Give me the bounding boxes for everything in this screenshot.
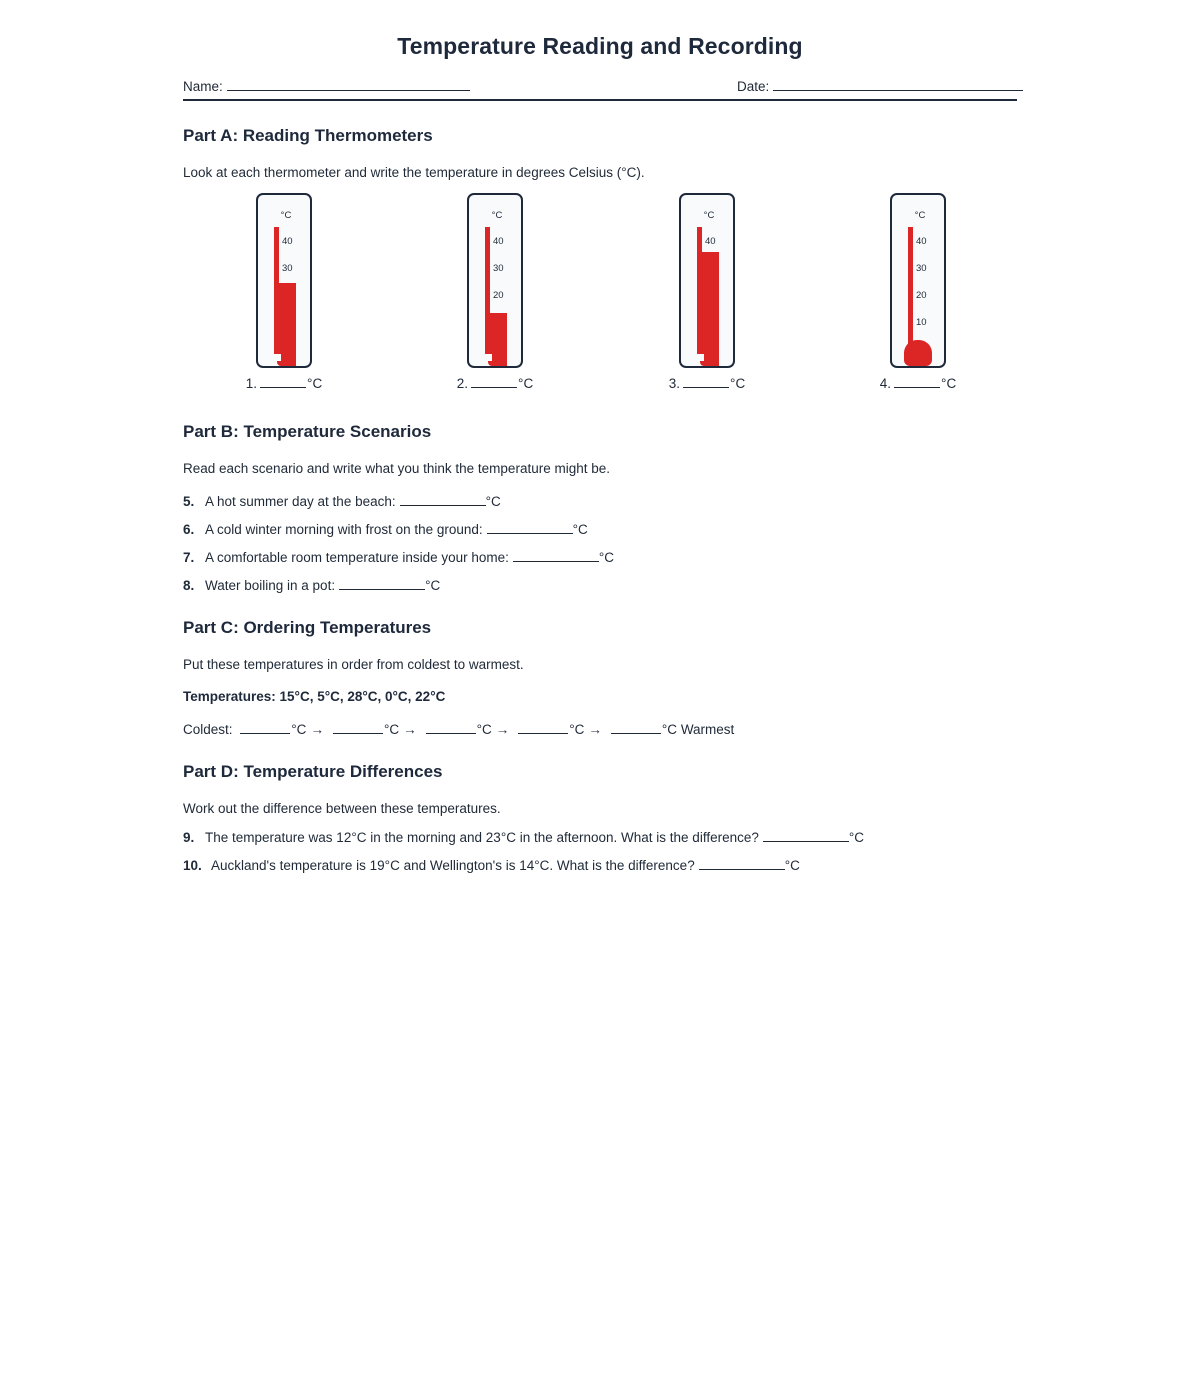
ordering-arrow-1-icon: → <box>310 722 324 737</box>
thermometer-3-answer-line <box>627 375 787 391</box>
part-b-heading: Part B: Temperature Scenarios <box>183 422 432 441</box>
question-7-text: A comfortable room temperature inside your home: <box>205 550 509 565</box>
thermometer-2-scale-label-20: 20 <box>493 290 504 301</box>
ordering-slot-2-input[interactable] <box>333 721 383 734</box>
question-6-unit: °C <box>572 522 588 537</box>
question-5 <box>183 493 501 509</box>
thermometer-1-answer-input[interactable] <box>260 375 306 388</box>
name-date-row <box>183 78 1017 98</box>
thermometer-4-body <box>890 193 946 368</box>
question-6-text: A cold winter morning with frost on the ground: <box>205 522 483 537</box>
part-a-heading: Part A: Reading Thermometers <box>183 126 433 145</box>
page-title: Temperature Reading and Recording <box>397 33 803 59</box>
date-label: Date: <box>737 79 770 94</box>
question-6 <box>183 521 588 537</box>
question-9-unit: °C <box>848 830 865 845</box>
thermometer-4-answer-unit: °C <box>941 376 957 391</box>
thermometer-2-answer-line <box>415 375 575 391</box>
question-10 <box>183 857 800 873</box>
thermometer-2-body <box>467 193 523 368</box>
thermometer-2-scale-label-30: 30 <box>493 263 504 274</box>
thermometer-4-answer-input[interactable] <box>894 375 940 388</box>
question-5-text: A hot summer day at the beach: <box>205 494 396 509</box>
thermometer-2-scale-label-40: 40 <box>493 236 504 247</box>
question-8-number: 8. <box>183 578 195 593</box>
date-input[interactable] <box>773 78 1023 91</box>
ordering-arrow-2-icon: → <box>403 722 417 737</box>
ordering-slot-2-unit: °C <box>383 722 400 737</box>
question-6-number: 6. <box>183 522 195 537</box>
thermometer-2-answer-unit: °C <box>518 376 534 391</box>
coldest-label: Coldest: <box>183 722 237 737</box>
thermometer-4-answer-line <box>838 375 998 391</box>
question-8-text: Water boiling in a pot: <box>205 578 336 593</box>
thermometer-4-stem <box>908 227 913 344</box>
thermometer-4-scale-label-30: 30 <box>916 263 927 274</box>
part-d-intro: Work out the difference between these temperatures. <box>183 801 501 816</box>
thermometer-1-answer-line <box>204 375 364 391</box>
thermometer-3-answer-input[interactable] <box>683 375 729 388</box>
thermometer-2-answer-number: 2. <box>456 376 469 391</box>
part-c-heading: Part C: Ordering Temperatures <box>183 618 432 637</box>
thermometer-2-answer-input[interactable] <box>471 375 517 388</box>
thermometer-4-scale-label-40: 40 <box>916 236 927 247</box>
ordering-slot-5-input[interactable] <box>611 721 661 734</box>
thermometer-4 <box>838 193 998 391</box>
question-9-number: 9. <box>183 830 195 845</box>
thermometer-3 <box>627 193 787 391</box>
thermometer-3-answer-number: 3. <box>668 376 681 391</box>
question-7-unit: °C <box>598 550 615 565</box>
thermometer-1-unit-label: °C <box>280 210 292 221</box>
question-10-text: Auckland's temperature is 19°C and Wellington's is 14°C. What is the difference? <box>211 858 695 873</box>
date-field-group <box>737 78 1023 94</box>
name-field-group <box>183 78 470 94</box>
ordering-slot-4-unit: °C <box>569 722 585 737</box>
question-5-unit: °C <box>485 494 501 509</box>
thermometer-1 <box>204 193 364 391</box>
question-8-unit: °C <box>425 578 441 593</box>
warmest-label: Warmest <box>677 722 735 737</box>
question-6-answer-input[interactable] <box>487 521 573 534</box>
thermometer-4-unit-label: °C <box>914 210 926 221</box>
thermometer-1-body <box>256 193 312 368</box>
ordering-slot-1-unit: °C <box>291 722 307 737</box>
question-8-answer-input[interactable] <box>339 577 425 590</box>
part-c-intro: Put these temperatures in order from coldest to warmest. <box>183 657 524 672</box>
thermometer-1-scale-label-30: 30 <box>282 263 293 274</box>
question-9-answer-input[interactable] <box>763 829 849 842</box>
part-c-temperatures-list: Temperatures: 15°C, 5°C, 28°C, 0°C, 22°C <box>183 689 446 704</box>
question-5-number: 5. <box>183 494 195 509</box>
thermometer-3-mercury-fill <box>697 252 719 366</box>
ordering-slot-1-input[interactable] <box>240 721 290 734</box>
ordering-arrow-4-icon: → <box>588 722 602 737</box>
thermometer-row <box>0 193 1200 403</box>
thermometer-2 <box>415 193 575 391</box>
thermometer-3-unit-label: °C <box>703 210 715 221</box>
ordering-slot-3-unit: °C <box>476 722 492 737</box>
ordering-slot-3-input[interactable] <box>426 721 476 734</box>
part-b-intro: Read each scenario and write what you think the temperature might be. <box>183 461 610 476</box>
question-10-answer-input[interactable] <box>699 857 785 870</box>
question-9 <box>183 829 864 845</box>
thermometer-4-scale-label-20: 20 <box>916 290 927 301</box>
question-7 <box>183 549 614 565</box>
question-8 <box>183 577 440 593</box>
question-7-answer-input[interactable] <box>513 549 599 562</box>
name-label: Name: <box>183 79 223 94</box>
thermometer-3-scale-label-40: 40 <box>705 236 716 247</box>
question-9-text: The temperature was 12°C in the morning and 23°C in the afternoon. What is the difference? <box>205 830 759 845</box>
ordering-slot-5-unit: °C <box>661 722 678 737</box>
part-c-ordering-line <box>183 721 734 737</box>
ordering-arrow-3-icon: → <box>495 722 510 737</box>
thermometer-3-body <box>679 193 735 368</box>
ordering-slot-4-input[interactable] <box>518 721 568 734</box>
thermometer-3-answer-unit: °C <box>730 376 746 391</box>
name-input[interactable] <box>227 78 470 91</box>
question-5-answer-input[interactable] <box>400 493 486 506</box>
question-10-number: 10. <box>183 858 202 873</box>
thermometer-1-scale-label-40: 40 <box>282 236 293 247</box>
thermometer-4-answer-number: 4. <box>879 376 892 391</box>
thermometer-1-answer-number: 1. <box>245 376 258 391</box>
question-7-number: 7. <box>183 550 195 565</box>
question-10-unit: °C <box>784 858 800 873</box>
thermometer-1-answer-unit: °C <box>307 376 323 391</box>
header-divider <box>183 99 1017 101</box>
part-a-intro: Look at each thermometer and write the temperature in degrees Celsius (°C). <box>183 165 645 180</box>
part-d-heading: Part D: Temperature Differences <box>183 762 443 781</box>
thermometer-2-unit-label: °C <box>491 210 503 221</box>
thermometer-4-scale-label-10: 10 <box>916 317 927 328</box>
